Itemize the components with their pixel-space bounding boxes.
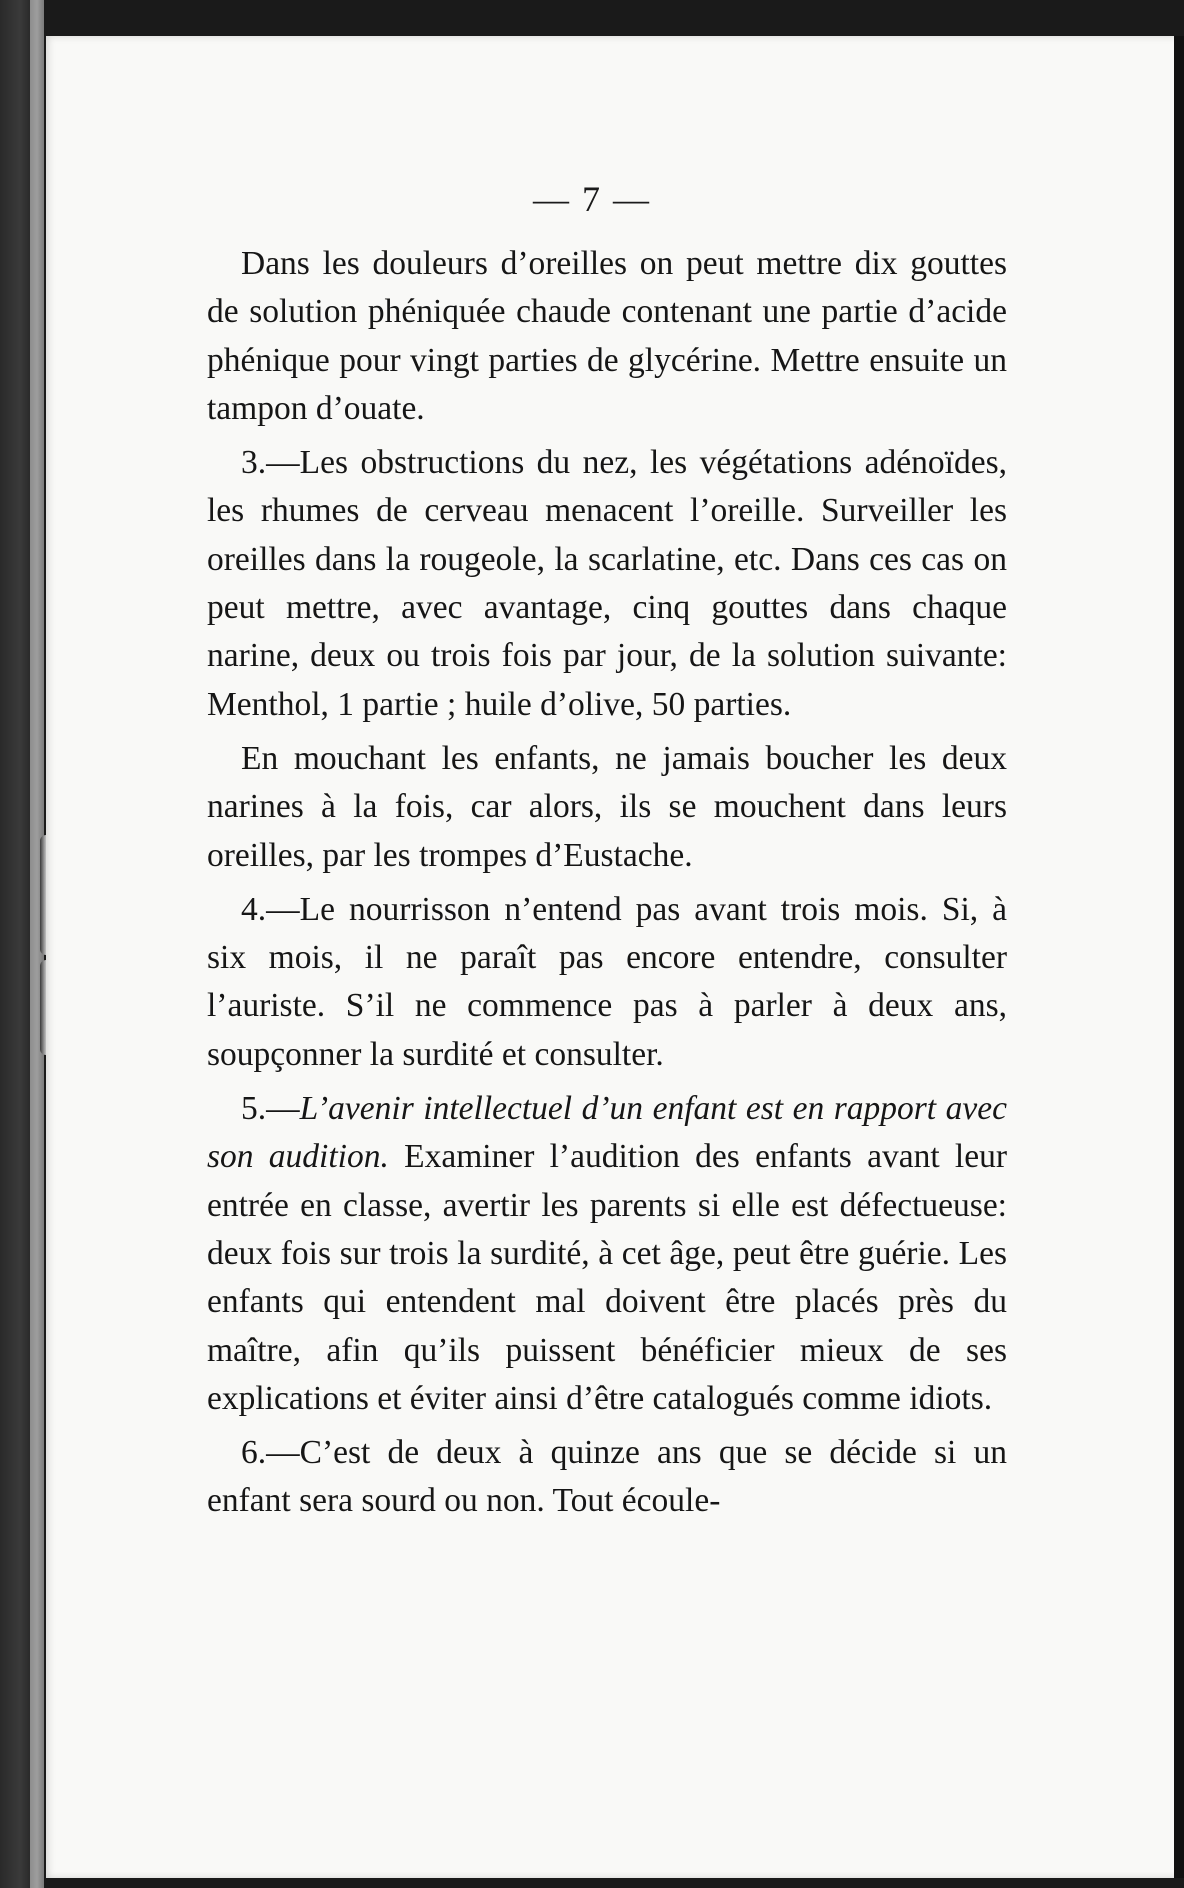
paragraph-3-nasal-obstructions: 3.—Les obstructions du nez, les végétations adénoïdes, les rhumes de cerveau menacent l’oreille. Surveiller les oreilles dans la rougeole, la scarlatine, etc. Dans ces cas on peut mettre, avec avantage, cinq gouttes dans chaque narine, deux ou trois fois par jour, de la solution suivante: Menthol, 1 partie ; huile d’olive, 50 parties.	[207, 444, 1007, 723]
page-number: — 7 —	[533, 179, 651, 219]
paragraph-5-prefix: 5.—	[241, 1090, 300, 1128]
page-edge-shadow	[1174, 36, 1184, 1878]
paragraph-5-body: Examiner l’audition des enfants avant leur entrée en classe, avertir les parents si elle est défectueuse: deux fois sur trois la surdité, à cet âge, peut être guérie. Les enfants qui entendent mal doivent être placés près du maître, afin qu’ils puissent bénéficier mieux de ses explications et éviter ainsi d’être catalogués comme idiots.	[207, 1138, 1007, 1417]
paragraph-blowing-nose: En mouchant les enfants, ne jamais boucher les deux narines à la fois, car alors, ils se mouchent dans leurs oreilles, par les trompes d’Eustache.	[207, 739, 1007, 874]
paragraph-4-infant-hearing: 4.—Le nourrisson n’entend pas avant trois mois. Si, à six mois, il ne paraît pas encore entendre, consulter l’auriste. S’il ne commence pas à parler à deux ans, soupçonner la surdité et consulter.	[207, 890, 1007, 1073]
paragraph-6-deafness-age: 6.—C’est de deux à quinze ans que se décide si un enfant sera sourd ou non. Tout écoule-	[207, 1434, 1007, 1520]
body-text	[207, 240, 1007, 1532]
paragraph-ear-pain: Dans les douleurs d’oreilles on peut mettre dix gouttes de solution phéniquée chaude contenant une partie d’acide phénique pour vingt parties de glycérine. Mettre ensuite un tampon d’ouate.	[207, 245, 1007, 427]
paragraph-5-intellectual-future	[207, 1085, 1007, 1423]
paragraph-5-italic-phrase: L’avenir intellectuel d’un enfant est en rapport avec son audition.	[207, 1090, 1007, 1176]
